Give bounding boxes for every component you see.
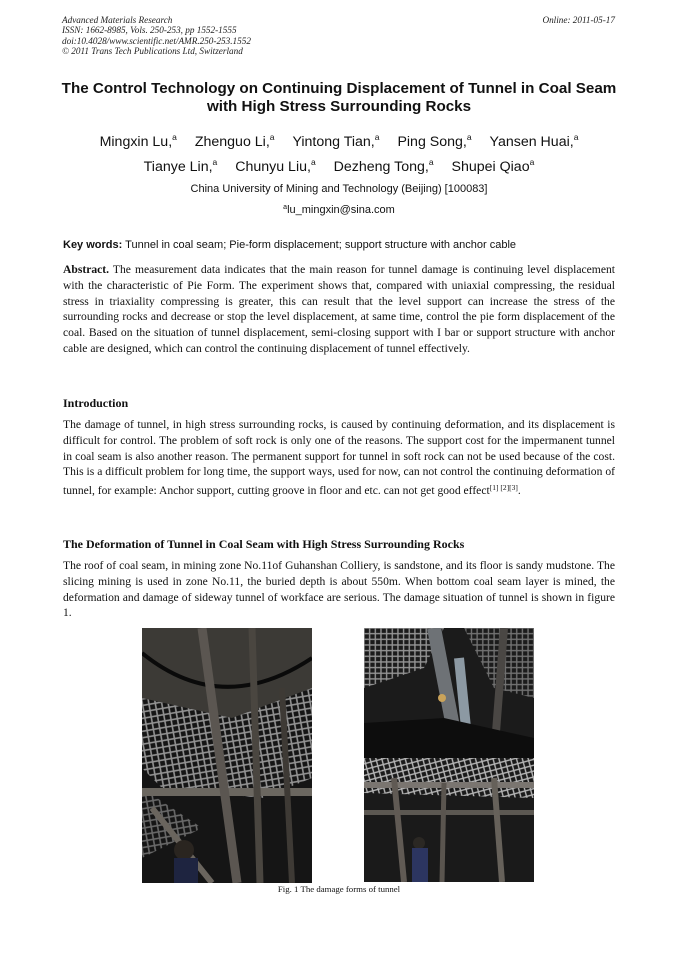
- abstract-label: Abstract.: [63, 263, 110, 276]
- abstract: [63, 262, 615, 357]
- author: Zhenguo Li,$^a$: [194, 132, 275, 150]
- issn-line: ISSN: 1662-8985, Vols. 250-253, pp 1552-1555: [62, 25, 237, 36]
- affiliation: China University of Mining and Technology (Beijing) [100083]: [190, 183, 488, 195]
- figure-caption: Fig. 1 The damage forms of tunnel: [277, 884, 401, 894]
- tunnel-photo-bottom-right: [364, 758, 534, 882]
- paper-title: The Control Technology on Continuing Displacement of Tunnel in Coal Seam with High Stress Surrounding Rocks: [61, 80, 617, 115]
- introduction-heading: Introduction: [63, 396, 129, 410]
- copyright-line: © 2011 Trans Tech Publications Ltd, Switzerland: [62, 46, 243, 57]
- abstract-text: The measurement data indicates that the main reason for tunnel damage is continuing level displacement with the characteristic of Pie Form. The experiment shows that, compared with uniaxial compressing, the residual stress in triaxiality compressing is greater, this can result that the level support can increase the stress of the surrounding rocks and decrease or stop the level displacement, at same time, control the pie form displacement of the coal. Based on the situation of tunnel displacement, semi-closing support with I bar or support structure with anchor cable are designed, which can control the continuing displacement of tunnel effectively.: [63, 263, 615, 355]
- tunnel-photo-top-right: [364, 628, 534, 758]
- online-date: Online: 2011-05-17: [542, 15, 615, 25]
- introduction-text: The damage of tunnel, in high stress surrounding rocks, is caused by continuing deformation, and its displacement is difficult for control. The problem of soft rock is only one of the reasons. The support cost for the impermanent tunnel in coal seam is also another reason. The permanent support for tunnel in soft rock can not be used because of the cost. This is a difficult problem for long time, the support ways, used for now, can not control the continuing deformation of tunnel, for example: Anchor support, cutting groove in floor and etc. can not get good effect[1] [2][3].: [63, 418, 615, 498]
- author: Ping Song,$^a$: [397, 132, 472, 150]
- deformation-text: The roof of coal seam, in mining zone No.11of Guhanshan Colliery, is sandstone, and its floor is sandy mudstone. The slicing mining is used in zone No.11, the buried depth is about 550m. When bottom coal seam layer is mined, the deformation and damage of sideway tunnel of workface are serious. The damage situation of tunnel is shown in figure 1.: [63, 559, 615, 620]
- author: Yintong Tian,$^a$: [292, 132, 380, 150]
- journal-header: [62, 15, 617, 57]
- citation: [1] [2][3]: [489, 483, 518, 493]
- keywords: [63, 239, 618, 251]
- author: Tianye Lin,$^a$: [143, 157, 218, 175]
- tunnel-photo-left: [142, 628, 312, 883]
- author: Chunyu Liu,$^a$: [235, 157, 316, 175]
- author: Yansen Huai,$^a$: [489, 132, 579, 150]
- author-line-1: [60, 132, 618, 150]
- author: Mingxin Lu,$^a$: [99, 132, 177, 150]
- author: Dezheng Tong,$^a$: [333, 157, 434, 175]
- author: Shupei Qiao$^a$: [451, 157, 535, 175]
- email: $^a$lu_mingxin@sina.com: [283, 204, 395, 216]
- keywords-text: Tunnel in coal seam; Pie-form displacement; support structure with anchor cable: [125, 239, 517, 251]
- author-line-2: [60, 157, 618, 175]
- journal-name: Advanced Materials Research: [62, 15, 173, 25]
- deformation-heading: The Deformation of Tunnel in Coal Seam with High Stress Surrounding Rocks: [63, 537, 465, 551]
- doi-line: doi:10.4028/www.scientific.net/AMR.250-253.1552: [62, 35, 251, 46]
- keywords-label: Key words:: [63, 239, 123, 251]
